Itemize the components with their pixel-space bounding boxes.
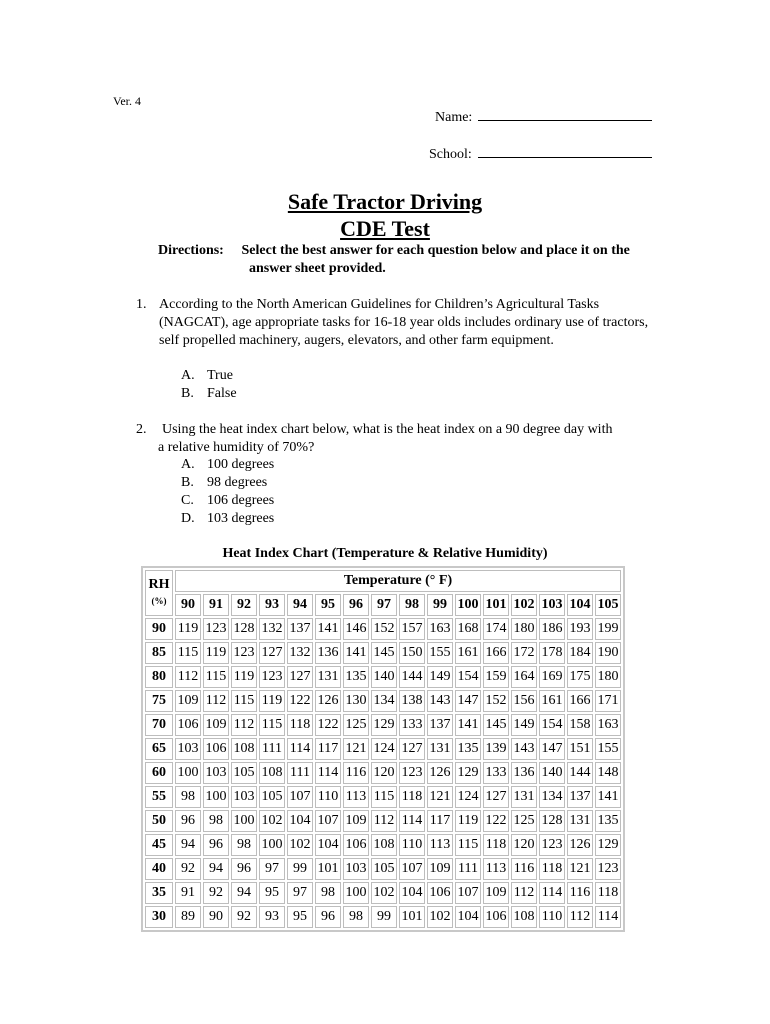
heat-index-cell: 180 xyxy=(511,618,537,640)
heat-index-cell: 106 xyxy=(483,906,509,928)
temperature-cell: 105 xyxy=(595,594,621,616)
heat-index-cell: 163 xyxy=(427,618,453,640)
option-text: 100 degrees xyxy=(207,457,275,472)
option-text: True xyxy=(207,368,233,383)
school-field xyxy=(429,145,652,163)
heat-index-cell: 103 xyxy=(231,786,257,808)
heat-index-cell: 104 xyxy=(287,810,313,832)
heat-index-cell: 94 xyxy=(203,858,229,880)
rh-cell: 45 xyxy=(145,834,173,856)
heat-index-cell: 110 xyxy=(315,786,341,808)
rh-unit: (%) xyxy=(151,596,167,606)
heat-index-cell: 190 xyxy=(595,642,621,664)
heat-index-cell: 131 xyxy=(427,738,453,760)
heat-index-cell: 109 xyxy=(483,882,509,904)
version-label: Ver. 4 xyxy=(113,94,141,108)
heat-index-cell: 103 xyxy=(175,738,201,760)
heat-index-cell: 123 xyxy=(539,834,565,856)
question-2-number: 2. xyxy=(136,422,147,437)
heat-index-cell: 122 xyxy=(483,810,509,832)
heat-index-cell: 126 xyxy=(567,834,593,856)
heat-index-cell: 161 xyxy=(539,690,565,712)
option-letter: D. xyxy=(181,511,195,526)
temperature-header: Temperature (° F) xyxy=(175,570,621,592)
heat-index-cell: 139 xyxy=(483,738,509,760)
heat-index-table xyxy=(141,566,625,932)
heat-index-cell: 123 xyxy=(231,642,257,664)
heat-index-cell: 105 xyxy=(259,786,285,808)
heat-index-cell: 99 xyxy=(371,906,397,928)
table-row xyxy=(145,858,621,880)
rh-cell: 70 xyxy=(145,714,173,736)
temperature-cell: 102 xyxy=(511,594,537,616)
heat-index-cell: 128 xyxy=(231,618,257,640)
name-field xyxy=(435,108,652,126)
heat-index-cell: 131 xyxy=(315,666,341,688)
heat-index-cell: 107 xyxy=(455,882,481,904)
heat-index-cell: 161 xyxy=(455,642,481,664)
heat-index-cell: 113 xyxy=(427,834,453,856)
heat-index-cell: 144 xyxy=(399,666,425,688)
heat-index-cell: 156 xyxy=(511,690,537,712)
rh-cell: 40 xyxy=(145,858,173,880)
heat-index-cell: 94 xyxy=(231,882,257,904)
heat-index-cell: 168 xyxy=(455,618,481,640)
heat-index-cell: 112 xyxy=(175,666,201,688)
heat-index-cell: 111 xyxy=(287,762,313,784)
heat-index-cell: 141 xyxy=(595,786,621,808)
heat-index-cell: 119 xyxy=(455,810,481,832)
heat-index-cell: 135 xyxy=(595,810,621,832)
heat-index-cell: 95 xyxy=(287,906,313,928)
heat-index-cell: 172 xyxy=(511,642,537,664)
heat-index-cell: 158 xyxy=(567,714,593,736)
heat-index-cell: 171 xyxy=(595,690,621,712)
heat-index-cell: 154 xyxy=(539,714,565,736)
heat-index-cell: 115 xyxy=(175,642,201,664)
heat-index-cell: 100 xyxy=(175,762,201,784)
heat-index-cell: 124 xyxy=(455,786,481,808)
heat-index-cell: 91 xyxy=(175,882,201,904)
heat-index-cell: 108 xyxy=(259,762,285,784)
heat-index-cell: 106 xyxy=(427,882,453,904)
school-label: School: xyxy=(429,147,472,162)
heat-index-cell: 94 xyxy=(175,834,201,856)
heat-index-cell: 123 xyxy=(203,618,229,640)
heat-index-cell: 110 xyxy=(539,906,565,928)
option-letter: A. xyxy=(181,457,195,472)
heat-index-cell: 137 xyxy=(287,618,313,640)
heat-index-cell: 114 xyxy=(595,906,621,928)
heat-index-cell: 154 xyxy=(455,666,481,688)
heat-index-cell: 100 xyxy=(231,810,257,832)
heat-index-cell: 136 xyxy=(315,642,341,664)
option-text: 103 degrees xyxy=(207,511,275,526)
heat-index-cell: 166 xyxy=(567,690,593,712)
heat-index-cell: 163 xyxy=(595,714,621,736)
heat-index-cell: 114 xyxy=(315,762,341,784)
heat-index-cell: 116 xyxy=(511,858,537,880)
heat-index-cell: 98 xyxy=(315,882,341,904)
heat-index-cell: 119 xyxy=(175,618,201,640)
heat-index-cell: 127 xyxy=(287,666,313,688)
heat-index-cell: 147 xyxy=(539,738,565,760)
rh-cell: 35 xyxy=(145,882,173,904)
temperature-cell: 103 xyxy=(539,594,565,616)
rh-cell: 75 xyxy=(145,690,173,712)
heat-index-cell: 184 xyxy=(567,642,593,664)
heat-index-cell: 115 xyxy=(203,666,229,688)
option-row[interactable] xyxy=(181,492,274,510)
heat-index-cell: 118 xyxy=(483,834,509,856)
option-letter: C. xyxy=(181,493,194,508)
table-row xyxy=(145,738,621,760)
heat-index-cell: 104 xyxy=(315,834,341,856)
heat-index-cell: 133 xyxy=(399,714,425,736)
heat-index-cell: 134 xyxy=(371,690,397,712)
heat-index-cell: 145 xyxy=(483,714,509,736)
name-blank-line[interactable] xyxy=(478,108,652,121)
heat-index-cell: 105 xyxy=(371,858,397,880)
heat-index-cell: 89 xyxy=(175,906,201,928)
heat-index-cell: 111 xyxy=(259,738,285,760)
heat-index-cell: 118 xyxy=(595,882,621,904)
table-header-row xyxy=(145,570,621,592)
heat-index-cell: 102 xyxy=(371,882,397,904)
heat-index-cell: 119 xyxy=(231,666,257,688)
temperature-cell: 90 xyxy=(175,594,201,616)
heat-index-cell: 120 xyxy=(511,834,537,856)
heat-index-cell: 169 xyxy=(539,666,565,688)
heat-index-cell: 146 xyxy=(343,618,369,640)
heat-index-cell: 114 xyxy=(539,882,565,904)
heat-index-cell: 100 xyxy=(259,834,285,856)
heat-index-cell: 100 xyxy=(203,786,229,808)
heat-index-cell: 180 xyxy=(595,666,621,688)
name-label: Name: xyxy=(435,110,473,125)
heat-index-cell: 132 xyxy=(259,618,285,640)
heat-index-cell: 128 xyxy=(539,810,565,832)
title-line-2: CDE Test xyxy=(340,216,430,241)
temperature-cell: 96 xyxy=(343,594,369,616)
heat-index-cell: 122 xyxy=(287,690,313,712)
table-row xyxy=(145,714,621,736)
heat-index-cell: 129 xyxy=(455,762,481,784)
heat-index-cell: 125 xyxy=(511,810,537,832)
heat-index-cell: 102 xyxy=(287,834,313,856)
option-letter: B. xyxy=(181,475,194,490)
heat-index-cell: 126 xyxy=(315,690,341,712)
heat-index-cell: 114 xyxy=(287,738,313,760)
temperature-cell: 100 xyxy=(455,594,481,616)
heat-index-cell: 100 xyxy=(343,882,369,904)
heat-index-cell: 90 xyxy=(203,906,229,928)
heat-index-cell: 93 xyxy=(259,906,285,928)
heat-index-cell: 119 xyxy=(259,690,285,712)
temperature-cell: 93 xyxy=(259,594,285,616)
heat-index-cell: 129 xyxy=(595,834,621,856)
heat-index-cell: 144 xyxy=(567,762,593,784)
heat-index-cell: 96 xyxy=(175,810,201,832)
table-row xyxy=(145,762,621,784)
heat-index-cell: 98 xyxy=(175,786,201,808)
option-letter: A. xyxy=(181,368,195,383)
heat-index-cell: 108 xyxy=(511,906,537,928)
heat-index-cell: 117 xyxy=(427,810,453,832)
heat-index-cell: 109 xyxy=(427,858,453,880)
heat-index-cell: 143 xyxy=(511,738,537,760)
heat-index-cell: 112 xyxy=(371,810,397,832)
heat-index-cell: 97 xyxy=(259,858,285,880)
heat-index-cell: 101 xyxy=(399,906,425,928)
heat-index-cell: 113 xyxy=(343,786,369,808)
heat-index-cell: 122 xyxy=(315,714,341,736)
heat-index-cell: 109 xyxy=(203,714,229,736)
heat-index-cell: 96 xyxy=(231,858,257,880)
temperature-cell: 99 xyxy=(427,594,453,616)
heat-index-cell: 106 xyxy=(203,738,229,760)
heat-index-cell: 109 xyxy=(343,810,369,832)
directions-text-line-1: Select the best answer for each question below and place it on the xyxy=(241,243,630,258)
table-row xyxy=(145,786,621,808)
heat-index-cell: 115 xyxy=(371,786,397,808)
heat-index-cell: 132 xyxy=(287,642,313,664)
question-2-text-line-1: Using the heat index chart below, what is the heat index on a 90 degree day with xyxy=(162,422,613,437)
question-1-options xyxy=(181,367,237,403)
question-1-number: 1. xyxy=(136,297,147,312)
rh-cell: 65 xyxy=(145,738,173,760)
heat-index-cell: 115 xyxy=(455,834,481,856)
option-row[interactable] xyxy=(181,474,274,492)
rh-cell: 80 xyxy=(145,666,173,688)
heat-index-chart-title: Heat Index Chart (Temperature & Relative Humidity) xyxy=(222,546,548,561)
heat-index-cell: 199 xyxy=(595,618,621,640)
rh-cell: 55 xyxy=(145,786,173,808)
title-line-1: Safe Tractor Driving xyxy=(287,189,483,214)
option-row[interactable] xyxy=(181,385,237,403)
heat-index-cell: 141 xyxy=(343,642,369,664)
heat-index-cell: 129 xyxy=(371,714,397,736)
option-row[interactable] xyxy=(181,510,274,528)
table-row xyxy=(145,690,621,712)
heat-index-cell: 152 xyxy=(371,618,397,640)
heat-index-cell: 121 xyxy=(567,858,593,880)
temperature-cell: 97 xyxy=(371,594,397,616)
heat-index-cell: 117 xyxy=(315,738,341,760)
heat-index-cell: 112 xyxy=(231,714,257,736)
rh-label: RH xyxy=(148,577,170,592)
heat-index-cell: 113 xyxy=(483,858,509,880)
heat-index-cell: 175 xyxy=(567,666,593,688)
heat-index-cell: 92 xyxy=(175,858,201,880)
heat-index-cell: 147 xyxy=(455,690,481,712)
heat-index-cell: 136 xyxy=(511,762,537,784)
heat-index-cell: 148 xyxy=(595,762,621,784)
heat-index-cell: 112 xyxy=(203,690,229,712)
temperature-cell: 104 xyxy=(567,594,593,616)
heat-index-cell: 150 xyxy=(399,642,425,664)
rh-cell: 60 xyxy=(145,762,173,784)
heat-index-cell: 99 xyxy=(287,858,313,880)
heat-index-cell: 138 xyxy=(399,690,425,712)
directions xyxy=(158,242,668,278)
rh-cell: 85 xyxy=(145,642,173,664)
heat-index-cell: 96 xyxy=(203,834,229,856)
heat-index-cell: 133 xyxy=(483,762,509,784)
table-row xyxy=(145,906,621,928)
heat-index-cell: 155 xyxy=(427,642,453,664)
heat-index-cell: 118 xyxy=(399,786,425,808)
heat-index-cell: 98 xyxy=(231,834,257,856)
table-row xyxy=(145,642,621,664)
heat-index-cell: 125 xyxy=(343,714,369,736)
heat-index-cell: 166 xyxy=(483,642,509,664)
heat-index-cell: 178 xyxy=(539,642,565,664)
table-row xyxy=(145,618,621,640)
heat-index-cell: 95 xyxy=(259,882,285,904)
heat-index-cell: 131 xyxy=(567,810,593,832)
heat-index-cell: 98 xyxy=(203,810,229,832)
heat-index-cell: 157 xyxy=(399,618,425,640)
heat-index-cell: 102 xyxy=(259,810,285,832)
heat-index-cell: 123 xyxy=(259,666,285,688)
heat-index-cell: 123 xyxy=(399,762,425,784)
heat-index-cell: 137 xyxy=(567,786,593,808)
heat-index-cell: 92 xyxy=(203,882,229,904)
heat-index-cell: 102 xyxy=(427,906,453,928)
heat-index-cell: 140 xyxy=(539,762,565,784)
heat-index-cell: 121 xyxy=(343,738,369,760)
directions-text-line-2: answer sheet provided. xyxy=(249,261,386,276)
heat-index-cell: 112 xyxy=(567,906,593,928)
heat-index-cell: 131 xyxy=(511,786,537,808)
heat-index-cell: 126 xyxy=(427,762,453,784)
heat-index-cell: 134 xyxy=(539,786,565,808)
heat-index-cell: 149 xyxy=(511,714,537,736)
heat-index-cell: 159 xyxy=(483,666,509,688)
heat-index-cell: 152 xyxy=(483,690,509,712)
heat-index-cell: 124 xyxy=(371,738,397,760)
heat-index-cell: 140 xyxy=(371,666,397,688)
heat-index-cell: 137 xyxy=(427,714,453,736)
option-letter: B. xyxy=(181,386,194,401)
heat-index-cell: 164 xyxy=(511,666,537,688)
heat-index-cell: 141 xyxy=(315,618,341,640)
heat-index-cell: 108 xyxy=(231,738,257,760)
heat-index-cell: 118 xyxy=(287,714,313,736)
table-row xyxy=(145,882,621,904)
heat-index-cell: 107 xyxy=(287,786,313,808)
heat-index-cell: 96 xyxy=(315,906,341,928)
heat-index-cell: 127 xyxy=(259,642,285,664)
rh-cell: 30 xyxy=(145,906,173,928)
heat-index-cell: 130 xyxy=(343,690,369,712)
heat-index-cell: 106 xyxy=(343,834,369,856)
table-row xyxy=(145,834,621,856)
question-2-options xyxy=(181,456,274,528)
heat-index-cell: 127 xyxy=(399,738,425,760)
heat-index-cell: 104 xyxy=(399,882,425,904)
heat-index-cell: 112 xyxy=(511,882,537,904)
heat-index-cell: 121 xyxy=(427,786,453,808)
heat-index-cell: 105 xyxy=(231,762,257,784)
heat-index-cell: 149 xyxy=(427,666,453,688)
heat-index-cell: 107 xyxy=(399,858,425,880)
temperature-cell: 92 xyxy=(231,594,257,616)
heat-index-cell: 103 xyxy=(343,858,369,880)
heat-index-cell: 109 xyxy=(175,690,201,712)
heat-index-cell: 116 xyxy=(567,882,593,904)
question-2-text-line-2: a relative humidity of 70%? xyxy=(158,440,315,455)
heat-index-cell: 155 xyxy=(595,738,621,760)
heat-index-cell: 108 xyxy=(371,834,397,856)
heat-index-cell: 143 xyxy=(427,690,453,712)
heat-index-cell: 106 xyxy=(175,714,201,736)
option-text: 98 degrees xyxy=(207,475,268,490)
table-row xyxy=(145,810,621,832)
rh-header xyxy=(145,570,173,616)
option-text: 106 degrees xyxy=(207,493,275,508)
temperature-cell: 101 xyxy=(483,594,509,616)
temperature-cell: 95 xyxy=(315,594,341,616)
school-blank-line[interactable] xyxy=(478,145,652,158)
rh-cell: 50 xyxy=(145,810,173,832)
question-1 xyxy=(136,296,656,350)
heat-index-cell: 186 xyxy=(539,618,565,640)
option-text: False xyxy=(207,386,237,401)
temperature-row xyxy=(145,594,621,616)
heat-index-cell: 123 xyxy=(595,858,621,880)
heat-index-cell: 116 xyxy=(343,762,369,784)
directions-label: Directions: xyxy=(158,243,224,258)
heat-index-cell: 98 xyxy=(343,906,369,928)
heat-index-cell: 103 xyxy=(203,762,229,784)
temperature-cell: 94 xyxy=(287,594,313,616)
heat-index-cell: 118 xyxy=(539,858,565,880)
heat-index-cell: 135 xyxy=(343,666,369,688)
option-row[interactable] xyxy=(181,367,237,385)
heat-index-cell: 115 xyxy=(231,690,257,712)
heat-index-cell: 174 xyxy=(483,618,509,640)
heat-index-cell: 193 xyxy=(567,618,593,640)
heat-index-cell: 141 xyxy=(455,714,481,736)
heat-index-cell: 107 xyxy=(315,810,341,832)
question-2 xyxy=(136,421,656,457)
rh-cell: 90 xyxy=(145,618,173,640)
heat-index-cell: 127 xyxy=(483,786,509,808)
table-row xyxy=(145,666,621,688)
question-1-text: According to the North American Guidelines for Children’s Agricultural Tasks (NAGCAT), age appropriate tasks for 16-18 year olds includes ordinary use of tractors, self propelled machinery, augers, elevators, and other farm equipment. xyxy=(159,297,649,348)
option-row[interactable] xyxy=(181,456,274,474)
heat-index-cell: 115 xyxy=(259,714,285,736)
temperature-cell: 98 xyxy=(399,594,425,616)
heat-index-cell: 120 xyxy=(371,762,397,784)
heat-index-cell: 104 xyxy=(455,906,481,928)
heat-index-cell: 110 xyxy=(399,834,425,856)
temperature-cell: 91 xyxy=(203,594,229,616)
heat-index-cell: 135 xyxy=(455,738,481,760)
heat-index-cell: 114 xyxy=(399,810,425,832)
heat-index-cell: 151 xyxy=(567,738,593,760)
heat-index-cell: 111 xyxy=(455,858,481,880)
heat-index-cell: 101 xyxy=(315,858,341,880)
heat-index-cell: 119 xyxy=(203,642,229,664)
heat-index-cell: 92 xyxy=(231,906,257,928)
heat-index-cell: 97 xyxy=(287,882,313,904)
heat-index-cell: 145 xyxy=(371,642,397,664)
